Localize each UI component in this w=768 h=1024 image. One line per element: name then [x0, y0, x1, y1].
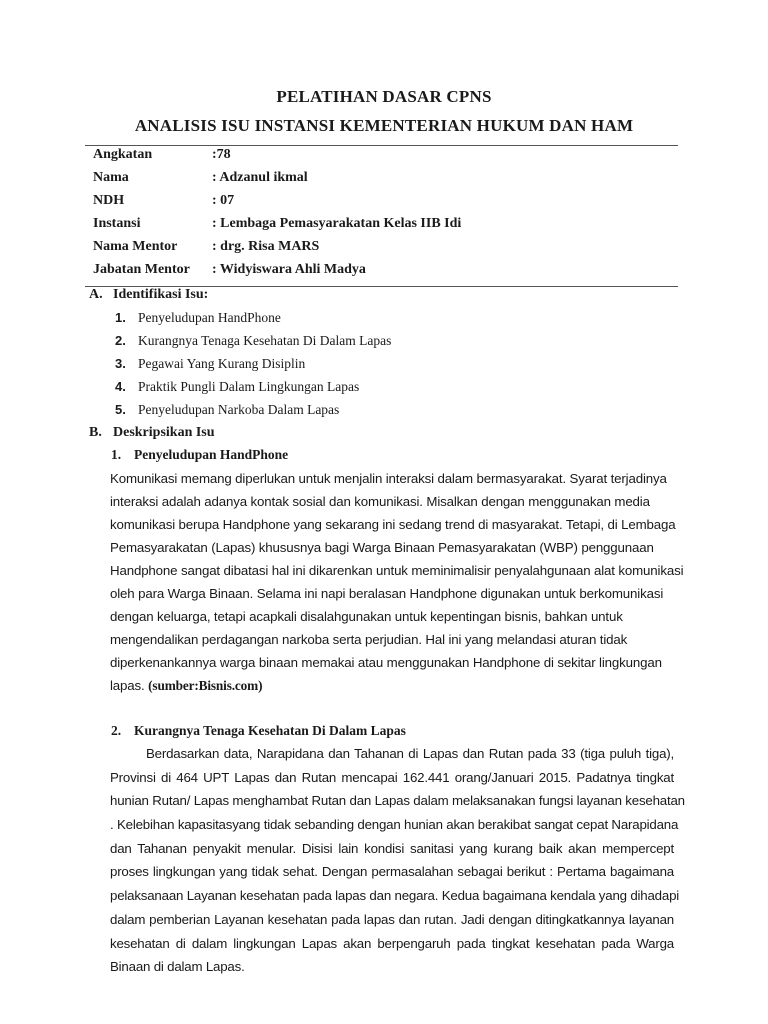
section-a-heading	[89, 287, 208, 303]
paragraph-handphone	[110, 467, 682, 697]
paragraph-line: oleh para Warga Binaan. Selama ini napi beralasan Handphone digunakan untuk berkomunikasi	[110, 586, 664, 601]
paragraph-line: mengendalikan perdagangan narkoba serta perjudian. Hal ini yang melandasi aturan tidak	[110, 632, 628, 647]
divider-top	[85, 145, 678, 146]
list-number: 3.	[115, 356, 126, 371]
info-label: Nama	[93, 170, 129, 185]
paragraph-line: dan Tahanan penyakit menular. Disisi lain kondisi sanitasi yang kurang baik akan mempercept	[110, 840, 674, 856]
paragraph-line: Berdasarkan data, Narapidana dan Tahanan di Lapas dan Rutan pada 33 (tiga puluh tiga),	[146, 746, 674, 761]
paragraph-line: Handphone sangat dibatasi hal ini dikarenkan untuk meminimalisir penyalahgunaan alat komunikasi	[110, 563, 684, 578]
list-number: 2.	[115, 333, 126, 348]
info-label: NDH	[93, 193, 125, 208]
info-label: Jabatan Mentor	[93, 262, 190, 277]
list-number: 1.	[115, 310, 126, 325]
subsection-number: 2.	[111, 723, 122, 738]
paragraph-line: dengan keluarga, tetapi acapkali disalahgunakan untuk kepentingan bisnis, bahkan untuk	[110, 609, 623, 624]
list-text: Kurangnya Tenaga Kesehatan Di Dalam Lapas	[138, 333, 392, 348]
info-value: : Adzanul ikmal	[212, 170, 308, 185]
paragraph-kesehatan	[110, 742, 685, 979]
paragraph-line: hunian Rutan/ Lapas menghambat Rutan dan Lapas dalam melaksanakan fungsi layanan kesehatan	[110, 793, 685, 809]
source-citation: (sumber:Bisnis.com)	[148, 678, 263, 693]
document-title: PELATIHAN DASAR CPNS	[276, 87, 492, 106]
section-letter: B.	[89, 425, 102, 440]
info-label: Nama Mentor	[93, 239, 178, 254]
paragraph-line: komunikasi berupa Handphone yang sekarang ini sedang trend di masyarakat. Tetapi, di Lembaga	[110, 517, 676, 532]
paragraph-line: . Kelebihan kapasitasyang tidak sebanding dengan hunian akan berakibat sangat cepat Narapidana	[110, 817, 679, 833]
paragraph-text: lapas.	[110, 678, 145, 693]
list-item	[115, 310, 281, 326]
info-value: : drg. Risa MARS	[212, 239, 320, 254]
paragraph-line: Binaan di dalam Lapas.	[110, 959, 245, 975]
info-value: : 07	[212, 193, 235, 208]
info-label: Instansi	[93, 216, 141, 231]
subsection-2-heading	[111, 723, 406, 739]
info-label: Angkatan	[93, 147, 153, 162]
paragraph-line: Komunikasi memang diperlukan untuk menjalin interaksi dalam bermasyarakat. Syarat terjadinya	[110, 471, 667, 486]
section-title: Identifikasi Isu:	[113, 287, 209, 302]
section-title: Deskripsikan Isu	[113, 425, 215, 440]
info-value: :78	[212, 147, 231, 162]
subsection-number: 1.	[111, 447, 122, 462]
list-item	[115, 333, 391, 349]
list-item	[115, 402, 339, 418]
paragraph-line: diperkenankannya warga binaan memakai atau menggunakan Handphone di sekitar lingkungan	[110, 655, 662, 670]
list-number: 4.	[115, 379, 126, 394]
list-text: Praktik Pungli Dalam Lingkungan Lapas	[138, 379, 360, 394]
subsection-1-heading	[111, 447, 288, 463]
info-value: : Widyiswara Ahli Madya	[212, 262, 366, 277]
subsection-title: Kurangnya Tenaga Kesehatan Di Dalam Lapas	[134, 723, 406, 738]
list-item	[115, 379, 359, 395]
list-number: 5.	[115, 402, 126, 417]
section-b-heading	[89, 425, 215, 441]
paragraph-line: Pemasyarakatan (Lapas) khususnya bagi Warga Binaan Pemasyarakatan (WBP) penggunaan	[110, 540, 654, 555]
paragraph-line: Provinsi di 464 UPT Lapas dan Rutan mencapai 162.441 orang/Januari 2015. Padatnya tingkat	[110, 769, 674, 785]
paragraph-line-last	[110, 674, 682, 697]
subsection-title: Penyeludupan HandPhone	[134, 447, 289, 462]
paragraph-line: interaksi adalah adanya kontak sosial dan komunikasi. Misalkan dengan menggunakan media	[110, 494, 650, 509]
list-text: Penyeludupan HandPhone	[138, 310, 281, 325]
list-item	[115, 356, 305, 372]
paragraph-line: dalam pemberian Layanan kesehatan pada lapas dan rutan. Jadi dengan ditingkatkannya layanan	[110, 911, 674, 927]
info-value: : Lembaga Pemasyarakatan Kelas IIB Idi	[212, 216, 462, 231]
paragraph-line: kesehatan di dalam lingkungan Lapas akan berpengaruh pada tingkat kesehatan pada Warga	[110, 935, 674, 951]
section-letter: A.	[89, 287, 103, 302]
list-text: Pegawai Yang Kurang Disiplin	[138, 356, 306, 371]
paragraph-line: proses lingkungan yang tidak sehat. Dengan permasalahan sebagai berikut : Pertama bagaimana	[110, 864, 674, 880]
paragraph-line: pelaksanaan Layanan kesehatan pada lapas dan negara. Kedua bagaimana kendala yang dihadapi	[110, 888, 680, 904]
document-subtitle: ANALISIS ISU INSTANSI KEMENTERIAN HUKUM DAN HAM	[134, 116, 634, 135]
list-text: Penyeludupan Narkoba Dalam Lapas	[138, 402, 340, 417]
